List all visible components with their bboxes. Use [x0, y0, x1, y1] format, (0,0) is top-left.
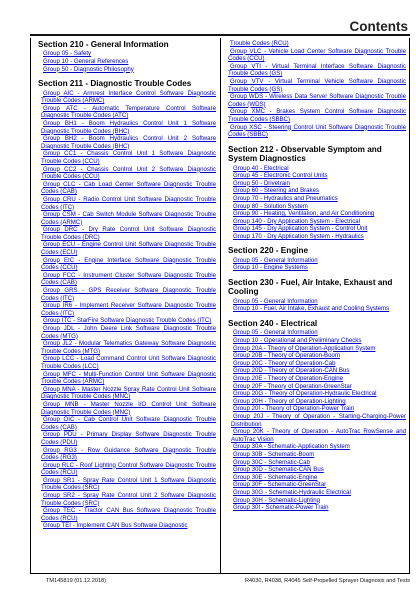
toc-link[interactable]: Group XSC - Steering Control Unit Software Diagnostic Trouble Codes (SBBC)	[228, 123, 406, 139]
toc-link[interactable]: Group 20K - Theory of Operation - AutoTrac RowSense and AutoTrac Vision	[231, 428, 406, 443]
toc-link[interactable]: Group JDL - John Deere Link Software Diagnostic Trouble Codes (MTG)	[41, 325, 216, 340]
toc-link[interactable]: Group 45 - Electronic Control Units	[233, 172, 328, 180]
right-column	[221, 38, 410, 573]
toc-link[interactable]: Group 90 - Heating, Ventilation, and Air Conditioning	[233, 210, 375, 218]
footer-document-title: R4030, R4038, R4045 Self-Propelled Sprayer Diagnosis and Tests	[244, 578, 410, 584]
toc-link[interactable]: Group 145 - Dry Application System - Control Unit	[233, 225, 368, 233]
toc-link[interactable]: Group 40 - Electrical	[233, 164, 289, 172]
toc-link[interactable]: Group 20H - Theory of Operation-Lighting	[233, 397, 346, 405]
toc-link[interactable]: Group 05 - General Information	[233, 297, 318, 305]
section-title: Section 211 - Diagnostic Trouble Codes	[38, 79, 192, 89]
toc-link[interactable]: Group 30E - Schematic-Engine	[233, 473, 318, 481]
toc-link[interactable]: Group VTV - Virtual Terminal Vehicle Software Diagnostic Trouble Codes (GS)	[228, 77, 406, 93]
toc-link[interactable]: Group 20G - Theory of Operation-Hydraulic Electrical	[233, 390, 377, 398]
page-title: Contents	[349, 19, 408, 34]
toc-link[interactable]: Group 170 - Dry Application System - Hydraulics	[233, 232, 364, 240]
toc-section	[225, 278, 406, 313]
left-column	[31, 38, 221, 573]
toc-link[interactable]: Group RG3 - Row Guidance Software Diagnostic Trouble Codes (RG3)	[41, 446, 216, 462]
toc-link[interactable]: Trouble Codes (RCU)	[230, 40, 289, 47]
section-title: Section 230 - Fuel, Air Intake, Exhaust and Cooling	[228, 278, 393, 297]
toc-link[interactable]: Group XMC - Brakes System Control Software Diagnostic Trouble Codes (SBBC)	[228, 108, 406, 123]
continued-entries	[225, 40, 406, 139]
toc-link[interactable]: Group 10 - Fuel, Air Intake, Exhaust and Cooling Systems	[233, 305, 390, 313]
toc-link[interactable]: Group 20D - Theory of Operation-CAN Bus	[233, 367, 350, 375]
toc-link[interactable]: Group 05 - General Information	[233, 256, 318, 264]
toc-link[interactable]: Group 20I - Theory of Operation-Power Train	[233, 405, 355, 413]
header-rule	[30, 34, 410, 36]
toc-section	[35, 79, 216, 530]
toc-link[interactable]: Group ATC - Automatic Temperature Control Software Diagnostic Trouble Codes (ATC)	[41, 104, 216, 120]
toc-link[interactable]: Group 60 - Steering and Brakes	[233, 187, 320, 195]
toc-link[interactable]: Group ITC - StarFire Software Diagnostic Trouble Codes (ITC)	[43, 317, 212, 325]
toc-link[interactable]: Group EIC - Engine Interface Software Diagnostic Trouble Codes (CCU)	[41, 256, 216, 272]
toc-link[interactable]: Group CLC - Cab Load Center Software Diagnostic Trouble Codes (CAB)	[41, 180, 216, 196]
toc-link[interactable]: Group 20F - Theory of Operation-GreenStar	[233, 382, 352, 390]
toc-link[interactable]: Group 20A - Theory of Operation-Application System	[233, 344, 376, 352]
toc-link[interactable]: Group 10 - Operational and Preliminary Checks	[233, 337, 362, 345]
toc-link[interactable]: Group 30B - Schematic-Boom	[233, 450, 315, 458]
toc-link[interactable]: Group 20C - Theory of Operation-Cab	[233, 359, 336, 367]
toc-link[interactable]: Group JL2 - Modular Telematics Gateway Software Diagnostic Trouble Codes (MTG)	[41, 340, 216, 355]
toc-link[interactable]: Group 30G - Schematic-Hydraulic Electrical	[233, 488, 351, 496]
toc-link[interactable]: Group 50 - Diagnostic Philosophy	[43, 65, 134, 73]
section-title: Section 220 - Engine	[228, 246, 309, 256]
toc-link[interactable]: Group OIC - Cab Control Unit Software Diagnostic Trouble Codes (CAB)	[41, 416, 216, 431]
toc-link[interactable]: Group PDU - Primary Display Software Diagnostic Trouble Codes (PDU)	[41, 431, 216, 446]
toc-section	[225, 319, 406, 512]
toc-link[interactable]: Group 50 - Drivetrain	[233, 179, 290, 187]
toc-link[interactable]: Group DRC - Dry Rate Control Unit Software Diagnostic Trouble Codes (DRC)	[41, 226, 216, 241]
toc-link[interactable]: Group 70 - Hydraulics and Pneumatics	[233, 194, 338, 202]
section-title: Section 240 - Electrical	[228, 319, 318, 329]
toc-link[interactable]: Group TEI - Implement CAN Bus Software Diagnostic	[43, 522, 188, 530]
toc-link[interactable]: Group GRS - GPS Receiver Software Diagnostic Trouble Codes (ITC)	[41, 287, 216, 302]
toc-link[interactable]: Group MFC - Multi-Function Control Unit Software Diagnostic Trouble Codes (ARMC)	[41, 370, 216, 386]
toc-link[interactable]: Group 80 - Solution System	[233, 202, 308, 210]
toc-link[interactable]: Group ECU - Engine Control Unit Software Diagnostic Trouble Codes (ECU)	[41, 241, 216, 257]
toc-link[interactable]: Group 30H - Schematic-Lighting	[233, 496, 321, 504]
contents-panel	[30, 38, 410, 574]
toc-link[interactable]: Group 30D - Schematic-CAN Bus	[233, 466, 324, 474]
toc-link[interactable]: Group BH1 - Boom Hydraulics Control Unit 1 Software Diagnostic Trouble Codes (BHC)	[41, 119, 216, 135]
toc-link[interactable]: Group TEC - Tractor CAN Bus Software Diagnostic Trouble Codes (RCU)	[41, 507, 216, 522]
toc-link[interactable]: Group 140 - Dry Application System - Electrical	[233, 217, 361, 225]
toc-link[interactable]: Group MNA - Master Nozzle Spray Rate Control Unit Software Diagnostic Trouble Codes (MNC)	[41, 385, 216, 401]
toc-link[interactable]: Group 30A - Schematic-Application System	[233, 443, 350, 451]
toc-link[interactable]: Group 30I - Schematic-Power Train	[233, 504, 329, 512]
toc-link[interactable]: Group 10 - General References	[43, 58, 129, 65]
toc-link[interactable]: Group 30C - Schematic-Cab	[233, 458, 310, 466]
toc-link[interactable]: Group VLC - Vehicle Load Center Software Diagnostic Trouble Codes (CCU)	[228, 47, 406, 63]
section-title: Section 212 - Observable Symptom and System Diagnostics	[228, 144, 382, 164]
toc-link[interactable]: Group SR1 - Spray Rate Control Unit 1 Software Diagnostic Trouble Codes (SRC)	[41, 476, 216, 492]
toc-link[interactable]: Group BH2 - Boom Hydraulics Control Unit 2 Software Diagnostic Trouble Codes (BHC)	[41, 135, 216, 150]
toc-link[interactable]: Group 20B - Theory of Operation-Boom	[233, 352, 340, 360]
toc-link[interactable]: Group CC2 - Chassis Control Unit 2 Software Diagnostic Trouble Codes (CCU)	[41, 165, 216, 181]
toc-link[interactable]: Group SR2 - Spray Rate Control Unit 2 Software Diagnostic Trouble Codes (SRC)	[41, 492, 216, 507]
toc-link[interactable]: Group 05 - Safety	[43, 50, 92, 58]
section-title: Section 210 - General Information	[38, 40, 169, 49]
toc-section	[225, 246, 406, 272]
toc-link[interactable]: Group 05 - General Information	[233, 329, 318, 337]
toc-link[interactable]: Group CC1 - Chassis Control Unit 1 Software Diagnostic Trouble Codes (CCU)	[41, 150, 216, 165]
footer-version: TM145819 (01.12.2018)	[46, 578, 107, 584]
toc-link[interactable]: Group CSM - Cab Switch Module Software Diagnostic Trouble Codes (ARMC)	[41, 211, 216, 226]
toc-link[interactable]: Group 20E - Theory of Operation-Engine	[233, 375, 343, 383]
toc-link[interactable]: Group IR6 - Implement Receiver Software Diagnostic Trouble Codes (ITC)	[41, 302, 216, 317]
toc-link[interactable]: Group 10 - Engine Systems	[233, 264, 308, 272]
toc-section	[225, 145, 406, 241]
page-header	[0, 0, 416, 36]
toc-link[interactable]: Group FCC - Instrument Cluster Software Diagnostic Trouble Codes (CAB)	[41, 271, 216, 287]
toc-link[interactable]: Group RLC - Roof Lighting Control Software Diagnostic Trouble Codes (RCU)	[41, 461, 216, 477]
toc-link[interactable]: Group CRU - Radio Control Unit Software Diagnostic Trouble Codes (ITC)	[41, 195, 216, 211]
toc-link[interactable]: Group MNB - Master Nozzle I/O Control Unit Software Diagnostic Trouble Codes (MNC)	[41, 400, 216, 416]
toc-section	[35, 40, 216, 73]
toc-link[interactable]: Group WDS - Wireless Data Server Software Diagnostic Trouble Codes (WDS)	[228, 93, 406, 108]
toc-link[interactable]: Group AIC - Armrest Interface Control Software Diagnostic Trouble Codes (ARMC)	[41, 89, 216, 105]
toc-link[interactable]: Group VTI - Virtual Terminal Interface Software Diagnostic Trouble Codes (GS)	[228, 62, 406, 78]
toc-link[interactable]: Group 30F - Schematic-GreenStar	[233, 481, 327, 489]
toc-link[interactable]: Group 20J - Theory of Operation - Starting-Charging-Power Distribution	[231, 413, 406, 428]
toc-link[interactable]: Group LCC - Load Command Control Unit Software Diagnostic Trouble Codes (LCC)	[41, 355, 216, 370]
